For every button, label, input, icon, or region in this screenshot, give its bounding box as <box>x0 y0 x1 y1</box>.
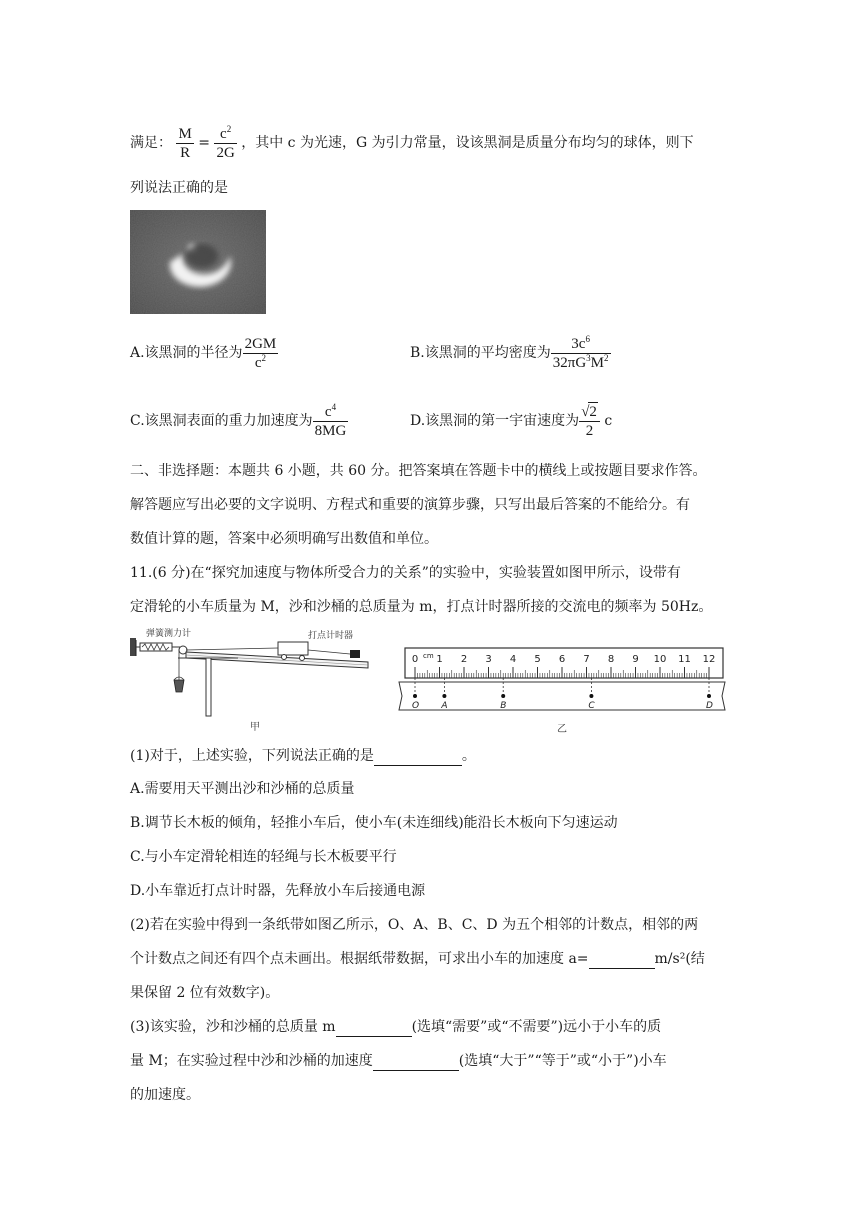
paper-tape <box>399 682 725 710</box>
ruler-tick-label: 12 <box>702 654 716 665</box>
ruler-tick-label: 6 <box>558 654 566 665</box>
intro-suffix: ，其中 c 为光速，G 为引力常量，设该黑洞是质量分布均匀的球体，则下 <box>241 135 694 151</box>
ruler-tick-label: 7 <box>583 654 590 665</box>
tape-point-label: B <box>500 701 507 711</box>
q11-part-2-line-3: 果保留 2 位有效数字)。 <box>130 985 280 1001</box>
ruler-tick-label: 10 <box>653 654 667 665</box>
option-c: C.该黑洞表面的重力加速度为 $\frac{c^4}{8MG}$ <box>130 401 347 439</box>
fraction-2gm-over-c2: $\frac{2GM}{c^2}$ <box>244 335 277 371</box>
option-d: D.该黑洞的第一宇宙速度为 $\frac{√2}{2}$ c <box>410 404 613 439</box>
ruler-tick-label: 1 <box>436 654 443 665</box>
equals-sign: = <box>198 135 210 151</box>
section-2-line-3: 数值计算的题，答案中必须明确写出数值和单位。 <box>130 531 438 547</box>
tape-point-label: O <box>412 701 420 711</box>
figure-ruler-tape <box>395 640 730 736</box>
option-a: A.该黑洞的半径为 $\frac{2GM}{c^2}$ <box>130 335 277 371</box>
tape-point <box>589 694 593 698</box>
tape-point <box>413 694 417 698</box>
section-2-line-1: 二、非选择题：本题共 6 小题，共 60 分。把答案填在答题卡中的横线上或按题目要求作答。 <box>130 463 707 479</box>
answer-blank-4[interactable] <box>373 1054 459 1071</box>
ruler-tick-label: 2 <box>460 654 468 665</box>
ruler-tick-label: 3 <box>485 654 492 665</box>
label-spring-scale: 弹簧测力计 <box>146 629 192 639</box>
intro-line-2: 列说法正确的是 <box>130 180 228 196</box>
q11-option-d: D.小车靠近打点计时器，先释放小车后接通电源 <box>130 883 426 899</box>
label-timer: 打点计时器 <box>308 631 354 641</box>
ruler-tick-label: 4 <box>509 654 517 665</box>
ruler-tick-label: 11 <box>678 654 691 665</box>
answer-blank-3[interactable] <box>336 1020 412 1037</box>
tape-point-label: D <box>706 701 713 711</box>
ruler-tick-label: 8 <box>607 654 615 665</box>
ruler-tick-label: 0 <box>411 654 419 665</box>
q11-part-3-line-1: (3)该实验，沙和沙桶的总质量 m (选填“需要”或“不需要”)远小于小车的质 <box>130 1019 662 1035</box>
ruler-unit: cm <box>423 652 434 660</box>
tape-point-label: A <box>441 701 448 711</box>
tape-point <box>442 694 446 698</box>
q11-part-3-line-3: 的加速度。 <box>130 1087 200 1103</box>
section-2-line-2: 解答题应写出必要的文字说明、方程式和重要的演算步骤，只写出最后答案的不能给分。有 <box>130 497 690 513</box>
tape-point <box>501 694 505 698</box>
q11-part-1: (1)对于，上述实验，下列说法正确的是 。 <box>130 748 476 764</box>
tape-point <box>707 694 711 698</box>
fraction-m-over-r: $\frac{M}{R}$ <box>178 125 192 161</box>
q11-option-a: A.需要用天平测出沙和沙桶的总质量 <box>130 781 355 797</box>
figure-apparatus <box>128 624 378 734</box>
ruler-tick-label: 9 <box>632 654 639 665</box>
tape-point-label: C <box>588 701 595 711</box>
fraction-sqrt2-over-2: $\frac{√2}{2}$ <box>579 402 600 440</box>
caption-jia: 甲 <box>250 722 260 733</box>
option-b: B.该黑洞的平均密度为 $\frac{3c^6}{32\pi G^3M^2}$ <box>410 333 609 371</box>
q11-part-2-line-1: (2)若在实验中得到一条纸带如图乙所示，O、A、B、C、D 为五个相邻的计数点，相邻的两 <box>130 917 699 933</box>
q11-option-c: C.与小车定滑轮相连的轻绳与长木板要平行 <box>130 849 397 865</box>
answer-blank-1[interactable] <box>374 749 462 766</box>
q11-option-b: B.调节长木板的倾角，轻推小车后，使小车(未连细线)能沿长木板向下匀速运动 <box>130 815 618 831</box>
q11-line-1: 11.(6 分)在“探究加速度与物体所受合力的关系”的实验中，实验装置如图甲所示，设带有 <box>130 565 681 581</box>
black-hole-image <box>130 210 266 314</box>
caption-yi: 乙 <box>557 724 567 735</box>
q11-part-2-line-2: 个计数点之间还有四个点未画出。根据纸带数据，可求出小车的加速度 a= m/s²(结 <box>130 951 705 967</box>
q11-part-3-line-2: 量 M；在实验过程中沙和沙桶的加速度 (选填“大于”“等于”或“小于”)小车 <box>130 1053 667 1069</box>
intro-line-1 <box>130 118 694 168</box>
fraction-density: $\frac{3c^6}{32\pi G^3M^2}$ <box>552 333 609 371</box>
fraction-c2-over-2g: $\frac{c^2}{2G}$ <box>216 123 235 161</box>
fraction-c4-over-8mg: $\frac{c^4}{8MG}$ <box>314 401 347 439</box>
answer-blank-2[interactable] <box>589 952 655 969</box>
ruler-tick-label: 5 <box>534 654 541 665</box>
intro-prefix: 满足： <box>130 135 172 151</box>
q11-line-2: 定滑轮的小车质量为 M，沙和沙桶的总质量为 m，打点计时器所接的交流电的频率为 50Hz。 <box>130 599 713 615</box>
